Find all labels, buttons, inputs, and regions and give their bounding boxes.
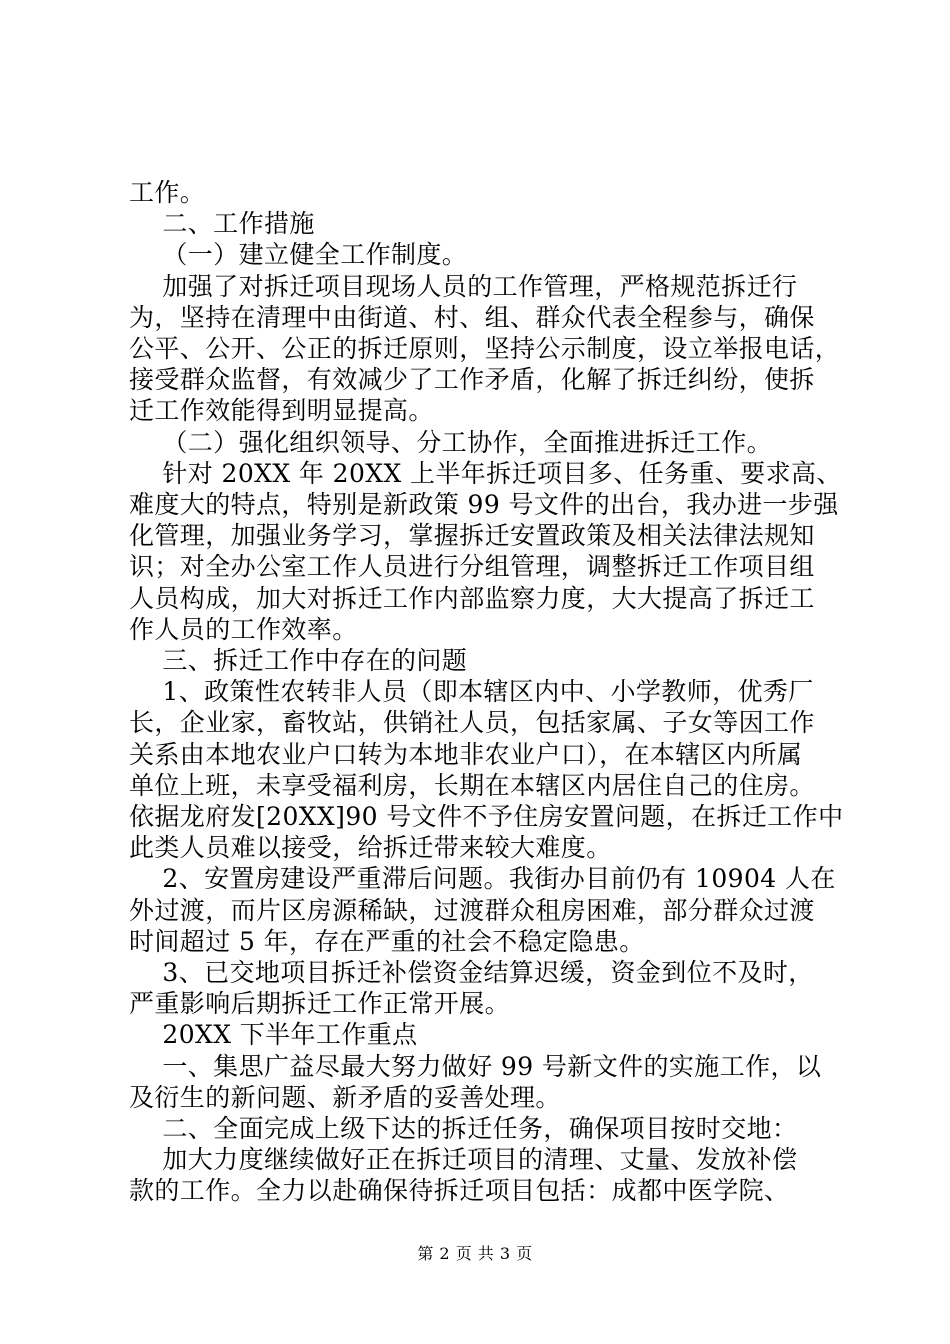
text-line: 2、安置房建设严重滞后问题。我街办目前仍有 10904 人在 [129,864,836,893]
text-line: 一、集思广益尽最大努力做好 99 号新文件的实施工作，以 [129,1052,822,1081]
text-line: 为，坚持在清理中由街道、村、组、群众代表全程参与，确保 [129,303,815,332]
text-line: 此类人员难以接受，给拆迁带来较大难度。 [129,833,612,862]
text-line: 依据龙府发[20XX]90 号文件不予住房安置问题，在拆迁工作中 [129,802,844,831]
text-line: 款的工作。全力以赴确保待拆迁项目包括：成都中医学院、 [129,1176,790,1205]
text-line: 针对 20XX 年 20XX 上半年拆迁项目多、任务重、要求高、 [129,459,842,488]
text-line: 加大力度继续做好正在拆迁项目的清理、丈量、发放补偿 [129,1145,798,1174]
text-line: 作人员的工作效率。 [129,615,358,644]
text-line: 难度大的特点，特别是新政策 99 号文件的出台，我办进一步强 [129,490,839,519]
text-line: 化管理，加强业务学习，掌握拆迁安置政策及相关法律法规知 [129,521,815,550]
text-line: 人员构成，加大对拆迁工作内部监察力度，大大提高了拆迁工 [129,584,815,613]
text-line: 三、拆迁工作中存在的问题 [129,646,468,675]
text-line: 1、政策性农转非人员（即本辖区内中、小学教师，优秀厂 [129,677,814,706]
text-line: 公平、公开、公正的拆迁原则，坚持公示制度，设立举报电话， [129,334,841,363]
text-line: 接受群众监督，有效减少了工作矛盾，化解了拆迁纠纷，使拆 [129,365,815,394]
text-line: 及衍生的新问题、新矛盾的妥善处理。 [129,1083,561,1112]
page-footer: 第 2 页 共 3 页 [417,1244,533,1263]
text-line: 识；对全办公室工作人员进行分组管理，调整拆迁工作项目组 [129,552,815,581]
text-line: 3、已交地项目拆迁补偿资金结算迟缓，资金到位不及时， [129,958,814,987]
text-line: 单位上班，未享受福利房，长期在本辖区内居住自己的住房。 [129,771,815,800]
text-line: 二、工作措施 [129,209,315,238]
text-line: 严重影响后期拆迁工作正常开展。 [129,989,511,1018]
text-line: （二）强化组织领导、分工协作，全面推进拆迁工作。 [129,428,772,457]
text-line: 外过渡，而片区房源稀缺，过渡群众租房困难，部分群众过渡 [129,896,815,925]
text-line: （一）建立健全工作制度。 [129,240,468,269]
text-line: 关系由本地农业户口转为本地非农业户口），在本辖区内所属 [129,740,803,769]
text-line: 长，企业家，畜牧站，供销社人员，包括家属、子女等因工作 [129,708,815,737]
text-line: 时间超过 5 年，存在严重的社会不稳定隐患。 [129,927,645,956]
text-line: 加强了对拆迁项目现场人员的工作管理，严格规范拆迁行 [129,272,798,301]
text-line: 工作。 [129,178,206,207]
text-line: 20XX 下半年工作重点 [129,1020,418,1049]
text-line: 二、全面完成上级下达的拆迁任务，确保项目按时交地： [129,1114,798,1143]
text-line: 迁工作效能得到明显提高。 [129,396,434,425]
